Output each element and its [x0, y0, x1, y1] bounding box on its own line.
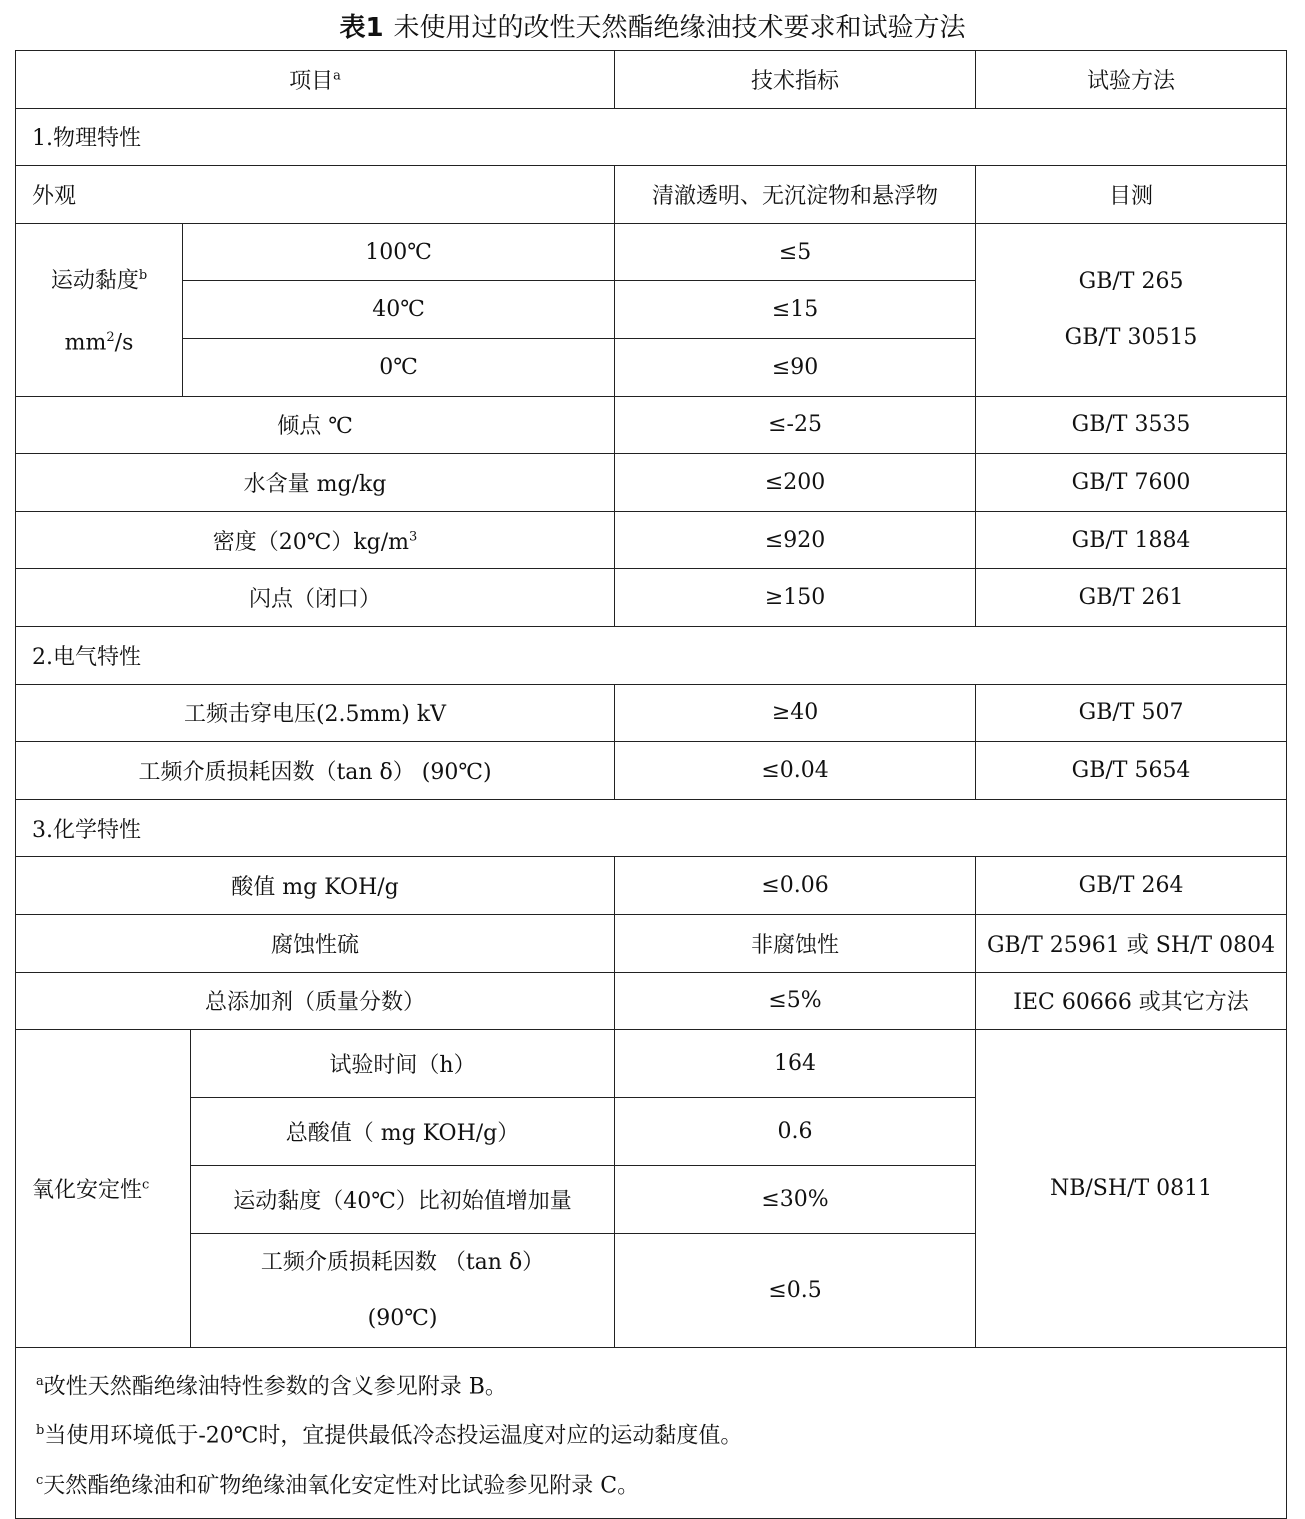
oxidation-sub-name: 工频介质损耗因数 （tan δ） (90℃)	[191, 1234, 615, 1348]
water-method: GB/T 7600	[976, 454, 1287, 512]
spec-table	[15, 50, 1287, 1519]
oxidation-sub-name: 试验时间（h）	[191, 1030, 615, 1098]
acid-name: 酸值 mg KOH/g	[16, 857, 615, 915]
viscosity-spec: ≤15	[615, 281, 976, 339]
header-spec: 技术指标	[615, 51, 976, 109]
viscosity-temp: 40℃	[183, 281, 615, 339]
section-chemical: 3.化学特性	[16, 799, 1287, 857]
flash-point-method: GB/T 261	[976, 569, 1287, 627]
viscosity-spec: ≤90	[615, 338, 976, 396]
table-number: 表1	[339, 13, 384, 43]
viscosity-temp: 100℃	[183, 223, 615, 281]
flash-point-name: 闪点（闭口）	[16, 569, 615, 627]
section-electrical: 2.电气特性	[16, 626, 1287, 684]
oxidation-sub-spec: ≤0.5	[615, 1234, 976, 1348]
pour-point-method: GB/T 3535	[976, 396, 1287, 454]
footnotes	[16, 1348, 1287, 1519]
oxidation-name: 氧化安定性$^c$	[16, 1030, 191, 1348]
appearance-name: 外观	[16, 166, 615, 224]
footnote: $^a$改性天然酯绝缘油特性参数的含义参见附录 B。	[36, 1374, 507, 1400]
water-spec: ≤200	[615, 454, 976, 512]
breakdown-method: GB/T 507	[976, 684, 1287, 742]
acid-method: GB/T 264	[976, 857, 1287, 915]
footnote: $^b$当使用环境低于-20℃时，宜提供最低冷态投运温度对应的运动黏度值。	[36, 1423, 743, 1449]
table-row	[16, 1030, 1287, 1098]
dissipation-spec: ≤0.04	[615, 742, 976, 800]
pour-point-spec: ≤-25	[615, 396, 976, 454]
header-method: 试验方法	[976, 51, 1287, 109]
viscosity-name: 运动黏度$^b$ $mm^2/s$	[16, 223, 183, 396]
table-row	[16, 511, 1287, 569]
density-method: GB/T 1884	[976, 511, 1287, 569]
water-name: 水含量 mg/kg	[16, 454, 615, 512]
breakdown-spec: ≥40	[615, 684, 976, 742]
table-row	[16, 914, 1287, 972]
flash-point-spec: ≥150	[615, 569, 976, 627]
page-title	[0, 10, 1305, 46]
density-spec: ≤920	[615, 511, 976, 569]
table-row	[16, 454, 1287, 512]
acid-spec: ≤0.06	[615, 857, 976, 915]
table-row	[16, 742, 1287, 800]
oxidation-sub-name: 总酸值（ mg KOH/g）	[191, 1098, 615, 1166]
dissipation-name: 工频介质损耗因数（tan δ） (90℃)	[16, 742, 615, 800]
additives-method: IEC 60666 或其它方法	[976, 972, 1287, 1030]
table-row	[16, 684, 1287, 742]
oxidation-sub-name: 运动黏度（40℃）比初始值增加量	[191, 1166, 615, 1234]
table-row	[16, 396, 1287, 454]
oxidation-sub-spec: ≤30%	[615, 1166, 976, 1234]
oxidation-sub-spec: 0.6	[615, 1098, 976, 1166]
appearance-method: 目测	[976, 166, 1287, 224]
table-row	[16, 972, 1287, 1030]
sulfur-name: 腐蚀性硫	[16, 914, 615, 972]
table-row	[16, 569, 1287, 627]
section-row	[16, 108, 1287, 166]
dissipation-method: GB/T 5654	[976, 742, 1287, 800]
pour-point-name: 倾点 ℃	[16, 396, 615, 454]
density-name: 密度$(20℃)kg/m^3$	[16, 511, 615, 569]
table-row	[16, 223, 1287, 281]
appearance-spec: 清澈透明、无沉淀物和悬浮物	[615, 166, 976, 224]
oxidation-method: NB/SH/T 0811	[976, 1030, 1287, 1348]
section-physical: 1.物理特性	[16, 108, 1287, 166]
viscosity-temp: 0℃	[183, 338, 615, 396]
footnote: $^c$天然酯绝缘油和矿物绝缘油氧化安定性对比试验参见附录 C。	[36, 1472, 640, 1499]
header-row	[16, 51, 1287, 109]
sulfur-spec: 非腐蚀性	[615, 914, 976, 972]
section-row	[16, 626, 1287, 684]
sulfur-method: GB/T 25961 或 SH/T 0804	[976, 914, 1287, 972]
footnote-row	[16, 1348, 1287, 1519]
breakdown-name: 工频击穿电压(2.5mm) kV	[16, 684, 615, 742]
table-row	[16, 857, 1287, 915]
section-row	[16, 799, 1287, 857]
table-row	[16, 166, 1287, 224]
viscosity-spec: ≤5	[615, 223, 976, 281]
additives-spec: ≤5%	[615, 972, 976, 1030]
additives-name: 总添加剂（质量分数）	[16, 972, 615, 1030]
header-item: 项目$^a$	[16, 51, 615, 109]
table-title: 未使用过的改性天然酯绝缘油技术要求和试验方法	[393, 13, 966, 43]
viscosity-method: GB/T 265 GB/T 30515	[976, 223, 1287, 396]
oxidation-sub-spec: 164	[615, 1030, 976, 1098]
